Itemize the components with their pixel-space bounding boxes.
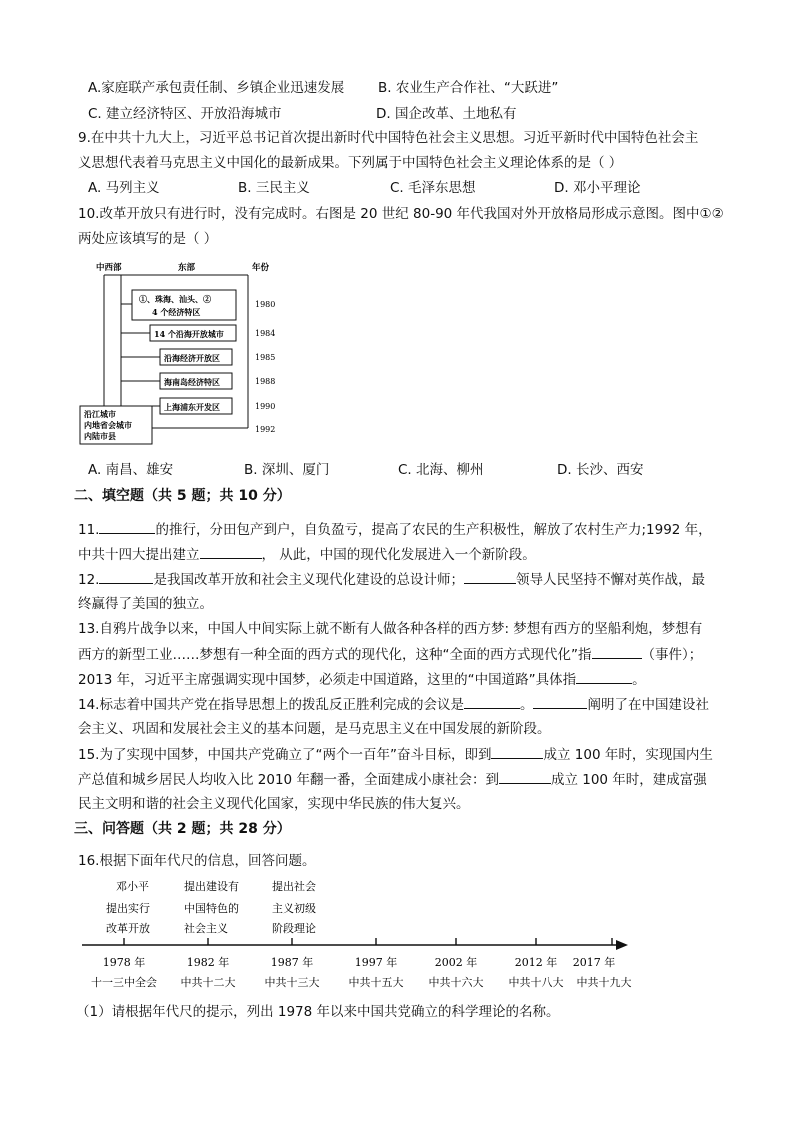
- timeline-event-1987: 中共十三大: [264, 976, 320, 989]
- note2-line3: 社会主义: [184, 922, 228, 935]
- diagram-box4: 海南岛经济特区: [164, 377, 220, 387]
- q8-option-d: D. 国企改革、土地私有: [376, 106, 517, 122]
- diagram-box5: 上海浦东开发区: [164, 402, 220, 412]
- diagram-inland-line3: 内陆市县: [84, 431, 116, 441]
- diagram-year-1988: 1988: [255, 377, 276, 386]
- diagram-year-1985: 1985: [255, 353, 276, 362]
- timeline-year-2017: 2017 年: [572, 956, 616, 969]
- q13-line3: 2013 年，习近平主席强调实现中国梦，必须走中国道路，这里的“中国道路”具体指 。: [78, 669, 646, 690]
- q16-sub1: （1）请根据年代尺的提示，列出 1978 年以来中国共党确立的科学理论的名称。: [76, 1004, 560, 1020]
- note3-line3: 阶段理论: [272, 922, 316, 935]
- timeline-event-1997: 中共十五大: [348, 976, 404, 989]
- note1-line2: 提出实行: [106, 902, 150, 915]
- timeline-event-2012: 中共十八大: [508, 976, 564, 989]
- diagram-col-year: 年份: [252, 263, 270, 273]
- note2-line2: 中国特色的: [184, 902, 239, 915]
- timeline-event-2017: 中共十九大: [576, 976, 632, 989]
- diagram-inland-line2: 内地省会城市: [84, 420, 132, 430]
- q10-stem-line1: 10.改革开放只有进行时，没有完成时。右图是 20 世纪 80-90 年代我国对外开放格局形成示意图。图中①②: [78, 206, 724, 222]
- timeline-year-2012: 2012 年: [514, 956, 558, 969]
- q10-option-d: D. 长沙、西安: [557, 462, 644, 478]
- q10-option-c: C. 北海、柳州: [398, 462, 484, 478]
- q9-stem-line2: 义思想代表着马克思主义中国化的最新成果。下列属于中国特色社会主义理论体系的是（ ）: [78, 155, 623, 171]
- q9-option-d: D. 邓小平理论: [554, 180, 641, 196]
- timeline-year-1982: 1982 年: [186, 956, 230, 969]
- q11-line2: 中共十四大提出建立 ， 从此，中国的现代化发展进入一个新阶段。: [78, 544, 536, 565]
- note1-line3: 改革开放: [106, 922, 150, 935]
- timeline-year-2002: 2002 年: [434, 956, 478, 969]
- timeline-event-1978: 十一三中全会: [91, 976, 157, 989]
- q10-option-b: B. 深圳、厦门: [244, 462, 330, 478]
- q16-stem: 16.根据下面年代尺的信息，回答问题。: [78, 853, 316, 869]
- q13-line1: 13.自鸦片战争以来，中国人中间实际上就不断有人做各种各样的西方梦: 梦想有西方的坚船利炮，梦想有: [78, 621, 703, 637]
- timeline-event-1982: 中共十二大: [180, 976, 236, 989]
- q10-option-a: A. 南昌、雄安: [88, 462, 174, 478]
- note1-line1: 邓小平: [116, 880, 149, 893]
- q12-line2: 终赢得了美国的独立。: [78, 596, 213, 612]
- diagram-box1-line1: ①、珠海、汕头、②: [139, 294, 211, 304]
- q14-line1: 14.标志着中国共产党在指导思想上的拨乱反正胜利完成的会议是 。 阐明了在中国建设社: [78, 694, 709, 715]
- section-fill-in-title: 二、填空题（共 5 题；共 10 分）: [74, 488, 291, 504]
- q14-line2: 会主义、巩固和发展社会主义的基本问题，是马克思主义在中国发展的新阶段。: [78, 721, 551, 737]
- note2-line1: 提出建设有: [184, 880, 239, 893]
- diagram-box1-line2: 4 个经济特区: [152, 307, 201, 317]
- diagram-year-1980: 1980: [255, 300, 276, 309]
- q16-timeline: [82, 876, 642, 994]
- note3-line1: 提出社会: [272, 880, 316, 893]
- diagram-box2: 14 个沿海开放城市: [154, 329, 224, 339]
- timeline-arrow-icon: [616, 940, 628, 950]
- q15-line2: 产总值和城乡居民人均收入比 2010 年翻一番，全面建成小康社会：到 成立 100 年时，建成富强: [78, 769, 707, 790]
- q11-line1: 11. 的推行，分田包产到户，自负盈亏，提高了农民的生产积极性，解放了农村生产力;1992 年，: [78, 519, 712, 540]
- q15-line1: 15.为了实现中国梦，中国共产党确立了“两个一百年”奋斗目标，即到 成立 100 年时，实现国内生: [78, 744, 713, 765]
- q10-stem-line2: 两处应该填写的是（ ）: [78, 231, 218, 247]
- opening-up-diagram: [78, 258, 288, 450]
- timeline-year-1987: 1987 年: [270, 956, 314, 969]
- diagram-box3: 沿海经济开放区: [164, 353, 220, 363]
- q8-option-b: B. 农业生产合作社、“大跃进”: [378, 80, 559, 96]
- diagram-inland-line1: 沿江城市: [84, 409, 116, 419]
- q13-line2: 西方的新型工业……梦想有一种全面的西方式的现代化，这种“全面的西方式现代化”指 （事件）；: [78, 644, 702, 665]
- diagram-year-1990: 1990: [255, 402, 276, 411]
- q15-line3: 民主文明和谐的社会主义现代化国家，实现中华民族的伟大复兴。: [78, 796, 470, 812]
- q8-option-c: C. 建立经济特区、开放沿海城市: [88, 106, 282, 122]
- q9-stem-line1: 9.在中共十九大上，习近平总书记首次提出新时代中国特色社会主义思想。习近平新时代中国特色社会主: [78, 130, 699, 146]
- q9-option-a: A. 马列主义: [88, 180, 160, 196]
- timeline-year-1978: 1978 年: [102, 956, 146, 969]
- note3-line2: 主义初级: [272, 902, 316, 915]
- q9-option-b: B. 三民主义: [238, 180, 310, 196]
- q9-option-c: C. 毛泽东思想: [390, 180, 476, 196]
- diagram-col-east: 东部: [178, 263, 196, 273]
- section-qa-title: 三、问答题（共 2 题；共 28 分）: [74, 821, 291, 837]
- diagram-year-1984: 1984: [255, 329, 276, 338]
- timeline-event-2002: 中共十六大: [428, 976, 484, 989]
- diagram-year-1992: 1992: [255, 425, 276, 434]
- q12-line1: 12. 是我国改革开放和社会主义现代化建设的总设计师； 领导人民坚持不懈对英作战，最: [78, 569, 705, 590]
- q8-option-a: A.家庭联产承包责任制、乡镇企业迅速发展: [88, 80, 345, 96]
- diagram-col-midwest: 中西部: [96, 263, 122, 273]
- timeline-year-1997: 1997 年: [354, 956, 398, 969]
